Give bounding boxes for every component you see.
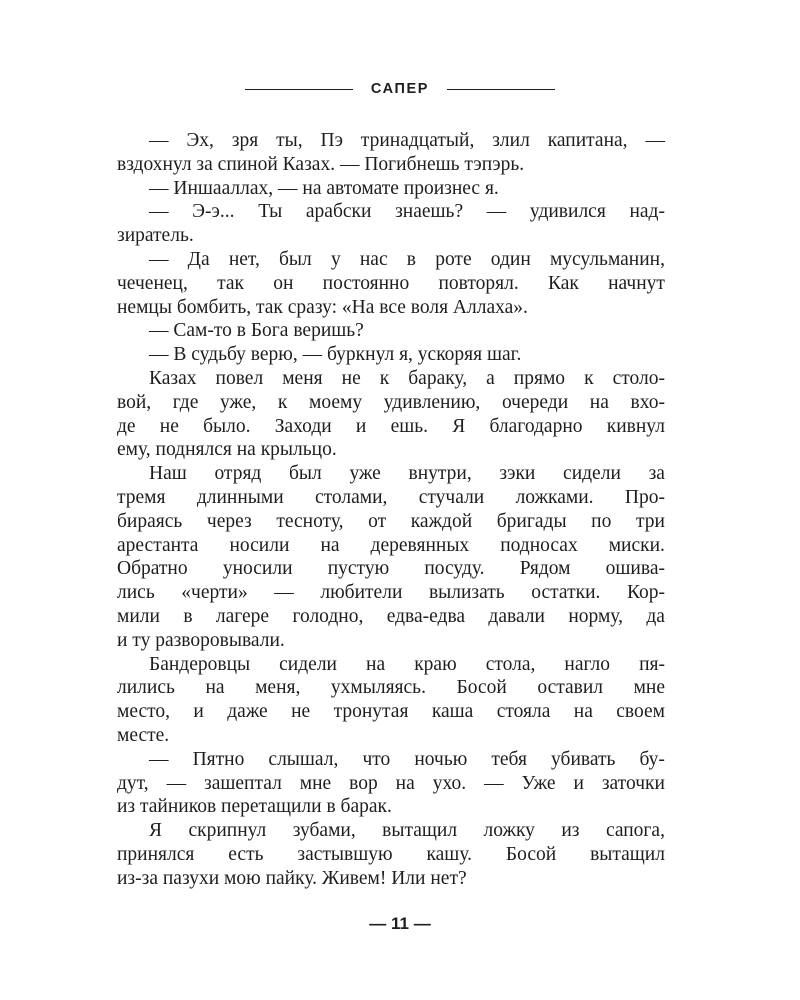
text-line: лились на меня, ухмыляясь. Босой оставил мне (117, 677, 665, 699)
text-line: вой, где уже, к моему удивлению, очереди на вхо- (117, 391, 665, 413)
text-line: и ту разворовывали. (117, 629, 285, 651)
text-line: месте. (117, 724, 170, 746)
text-line: Обратно уносили пустую посуду. Рядом ошива- (117, 558, 665, 580)
text-line: из-за пазухи мою пайку. Живем! Или нет? (117, 867, 467, 889)
text-line: мили в лагере голодно, едва-едва давали норму, да (117, 605, 665, 627)
text-line: де не было. Заходи и ешь. Я благодарно кивнул (117, 415, 665, 437)
body-text (117, 129, 665, 891)
text-line: — В судьбу верю, — буркнул я, ускоряя шаг. (149, 344, 522, 366)
text-line: — Пятно слышал, что ночью тебя убивать бу- (149, 748, 665, 770)
text-line: принялся есть застывшую кашу. Босой вытащил (117, 843, 665, 865)
text-line: Казах повел меня не к бараку, а прямо к столо- (149, 367, 665, 389)
text-line: лись «черти» — любители вылизать остатки. Кор- (117, 582, 665, 604)
text-line: немцы бомбить, так сразу: «На все воля Аллаха». (117, 296, 528, 318)
text-line: — Сам-то в Бога веришь? (149, 320, 364, 342)
text-line: арестанта носили на деревянных подносах миски. (117, 534, 665, 556)
text-line: зиратель. (117, 225, 194, 247)
text-line: место, и даже не тронутая каша стояла на своем (117, 701, 665, 723)
text-line: Наш отряд был уже внутри, зэки сидели за (149, 463, 665, 485)
text-line: тремя длинными столами, стучали ложками. Про- (117, 486, 665, 508)
text-line: — Иншааллах, — на автомате произнес я. (149, 177, 499, 199)
text-line: бираясь через тесноту, от каждой бригады по три (117, 510, 665, 532)
text-line: чеченец, так он постоянно повторял. Как начнут (117, 272, 665, 294)
text-line: Бандеровцы сидели на краю стола, нагло пя- (149, 653, 665, 675)
page-number: — 11 — (369, 914, 431, 933)
text-line: ему, поднялся на крыльцо. (117, 439, 337, 461)
text-line: вздохнул за спиной Казах. — Погибнешь тэпэрь. (117, 153, 525, 175)
header-rule-left (245, 89, 353, 90)
header-rule-right (447, 89, 555, 90)
text-line: — Э-э... Ты арабски знаешь? — удивился над- (149, 201, 665, 223)
text-line: из тайников перетащили в барак. (117, 796, 392, 818)
text-line: — Эх, зря ты, Пэ тринадцатый, злил капитана, — (149, 130, 665, 151)
text-line: — Да нет, был у нас в роте один мусульманин, (149, 248, 665, 270)
running-header (0, 78, 800, 100)
text-line: дут, — зашептал мне вор на ухо. — Уже и заточки (117, 772, 665, 794)
text-line: Я скрипнул зубами, вытащил ложку из сапога, (149, 820, 665, 842)
running-title: САПЕР (370, 81, 430, 97)
